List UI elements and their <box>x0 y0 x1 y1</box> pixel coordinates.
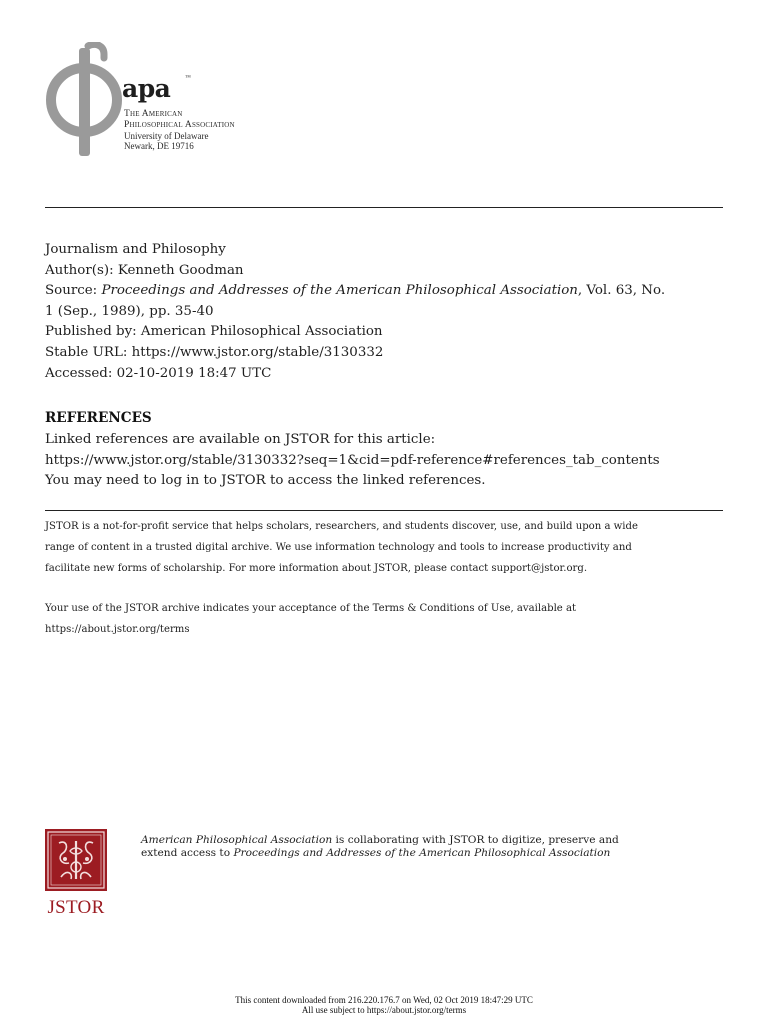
article-title: Journalism and Philosophy <box>45 242 226 257</box>
terms-link[interactable]: https://about.jstor.org/terms <box>45 624 190 635</box>
collaboration-text-2: extend access to <box>141 847 234 859</box>
phi-icon <box>44 42 124 160</box>
collaboration-line-1 <box>141 834 619 847</box>
download-notice: This content downloaded from 216.220.176.7 on Wed, 02 Oct 2019 18:47:29 UTC <box>235 995 533 1005</box>
jstor-wordmark: JSTOR <box>47 897 105 918</box>
article-publisher: Published by: American Philosophical Association <box>45 324 383 340</box>
top-divider <box>45 207 723 208</box>
article-stable-url[interactable]: Stable URL: https://www.jstor.org/stable/3130332 <box>45 345 384 360</box>
jstor-ornament-icon <box>45 829 107 891</box>
terms-notice: All use subject to https://about.jstor.org/terms <box>301 1005 467 1015</box>
source-prefix: Source: <box>45 283 102 299</box>
middle-divider <box>45 510 723 511</box>
terms-line-1: Your use of the JSTOR archive indicates your acceptance of the Terms & Conditions of Use, available at <box>45 603 577 614</box>
references-login-note: You may need to log in to JSTOR to access the linked references. <box>45 473 486 489</box>
apa-wordmark: apa <box>122 74 171 103</box>
collaboration-journal: Proceedings and Addresses of the American Philosophical Association <box>233 847 611 859</box>
apa-name-line-2: Philosophical Association <box>124 120 235 130</box>
collaboration-line-2 <box>141 847 610 860</box>
article-source-line-2: 1 (Sep., 1989), pp. 35-40 <box>45 303 214 319</box>
article-source <box>45 281 665 302</box>
trademark-mark: ™ <box>185 75 191 81</box>
article-author: Author(s): Kenneth Goodman <box>45 262 244 278</box>
notice-line-2: range of content in a trusted digital archive. We use information technology and tools to increase productivity and <box>45 542 632 553</box>
collaboration-text-1: is collaborating with JSTOR to digitize, preserve and <box>332 834 619 846</box>
jstor-emblem <box>45 829 107 891</box>
notice-line-3: facilitate new forms of scholarship. For more information about JSTOR, please contact support@jstor.org. <box>45 563 588 574</box>
references-intro: Linked references are available on JSTOR for this article: <box>45 432 436 447</box>
notice-line-1: JSTOR is a not-for-profit service that helps scholars, researchers, and students discover, use, and build upon a wide <box>45 521 638 532</box>
references-link[interactable]: https://www.jstor.org/stable/3130332?seq=1&cid=pdf-reference#references_tab_contents <box>45 452 660 468</box>
apa-address-line-1: University of Delaware <box>124 131 209 141</box>
article-accessed: Accessed: 02-10-2019 18:47 UTC <box>45 365 272 381</box>
apa-logo <box>44 42 264 162</box>
apa-name-line-1: The American <box>124 109 183 119</box>
references-heading: REFERENCES <box>45 410 152 426</box>
jstor-logo <box>45 829 107 919</box>
source-journal: Proceedings and Addresses of the American Philosophical Association <box>101 283 578 299</box>
apa-address-line-2: Newark, DE 19716 <box>124 141 194 151</box>
collaboration-org: American Philosophical Association <box>141 834 333 846</box>
source-suffix: , Vol. 63, No. <box>577 283 666 299</box>
